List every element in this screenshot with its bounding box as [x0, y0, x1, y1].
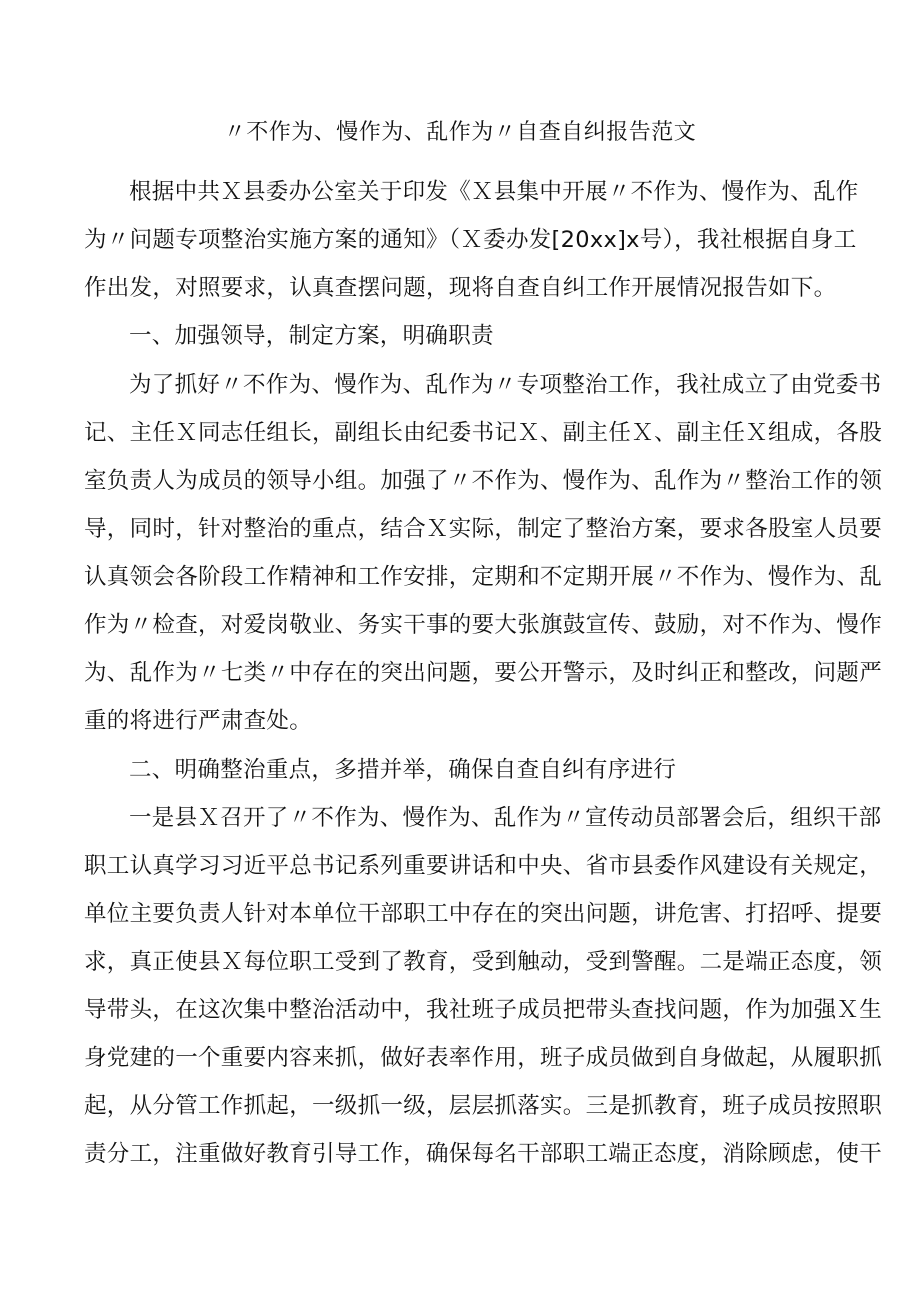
paragraph-line: 一是县Ｘ召开了〃不作为、慢作为、乱作为〃宣传动员部署会后，组织干部: [129, 805, 882, 831]
paragraph-line: 作出发，对照要求，认真查摆问题，现将自查自纠工作开展情况报告如下。: [84, 275, 837, 301]
paragraph-line: 职工认真学习习近平总书记系列重要讲话和中央、省市县委作风建设有关规定，: [84, 853, 883, 879]
paragraph-line: 室负责人为成员的领导小组。加强了〃不作为、慢作为、乱作为〃整治工作的领: [84, 468, 883, 494]
paragraph-line: 导，同时，针对整治的重点，结合Ｘ实际，制定了整治方案，要求各股室人员要: [84, 516, 883, 542]
paragraph-line: 责分工，注重做好教育引导工作，确保每名干部职工端正态度，消除顾虑，使干: [84, 1141, 883, 1167]
paragraph-line: 作为〃检查，对爱岗敬业、务实干事的要大张旗鼓宣传、鼓励，对不作为、慢作: [84, 612, 883, 638]
paragraph-line: 根据中共Ｘ县委办公室关于印发《Ｘ县集中开展〃不作为、慢作为、乱作: [129, 179, 859, 205]
document-title: 〃不作为、慢作为、乱作为〃自查自纠报告范文: [223, 120, 697, 145]
section-heading: 二、明确整治重点，多措并举，确保自查自纠有序进行: [129, 757, 677, 783]
paragraph-line: 导带头，在这次集中整治活动中，我社班子成员把带头查找问题，作为加强Ｘ生: [84, 997, 883, 1023]
paragraph-line: 起，从分管工作抓起，一级抓一级，层层抓落实。三是抓教育，班子成员按照职: [84, 1093, 883, 1119]
paragraph-line: 求，真正使县Ｘ每位职工受到了教育，受到触动，受到警醒。二是端正态度，领: [84, 949, 883, 975]
paragraph-line: 认真领会各阶段工作精神和工作安排，定期和不定期开展〃不作为、慢作为、乱: [84, 564, 883, 590]
paragraph-line: 单位主要负责人针对本单位干部职工中存在的突出问题，讲危害、打招呼、提要: [84, 901, 883, 927]
paragraph-line: 重的将进行严肃查处。: [84, 708, 313, 734]
paragraph-line: 为了抓好〃不作为、慢作为、乱作为〃专项整治工作，我社成立了由党委书: [129, 372, 882, 398]
paragraph-line: 记、主任Ｘ同志任组长，副组长由纪委书记Ｘ、副主任Ｘ、副主任Ｘ组成，各股: [84, 420, 883, 446]
paragraph-line: 为、乱作为〃七类〃中存在的突出问题，要公开警示，及时纠正和整改，问题严: [84, 660, 883, 686]
paragraph-line: 为〃问题专项整治实施方案的通知》（Ｘ委办发[20xx]x号），我社根据自身工: [84, 227, 857, 253]
section-heading: 一、加强领导，制定方案，明确职责: [129, 323, 494, 349]
paragraph-line: 身党建的一个重要内容来抓，做好表率作用，班子成员做到自身做起，从履职抓: [84, 1045, 883, 1071]
